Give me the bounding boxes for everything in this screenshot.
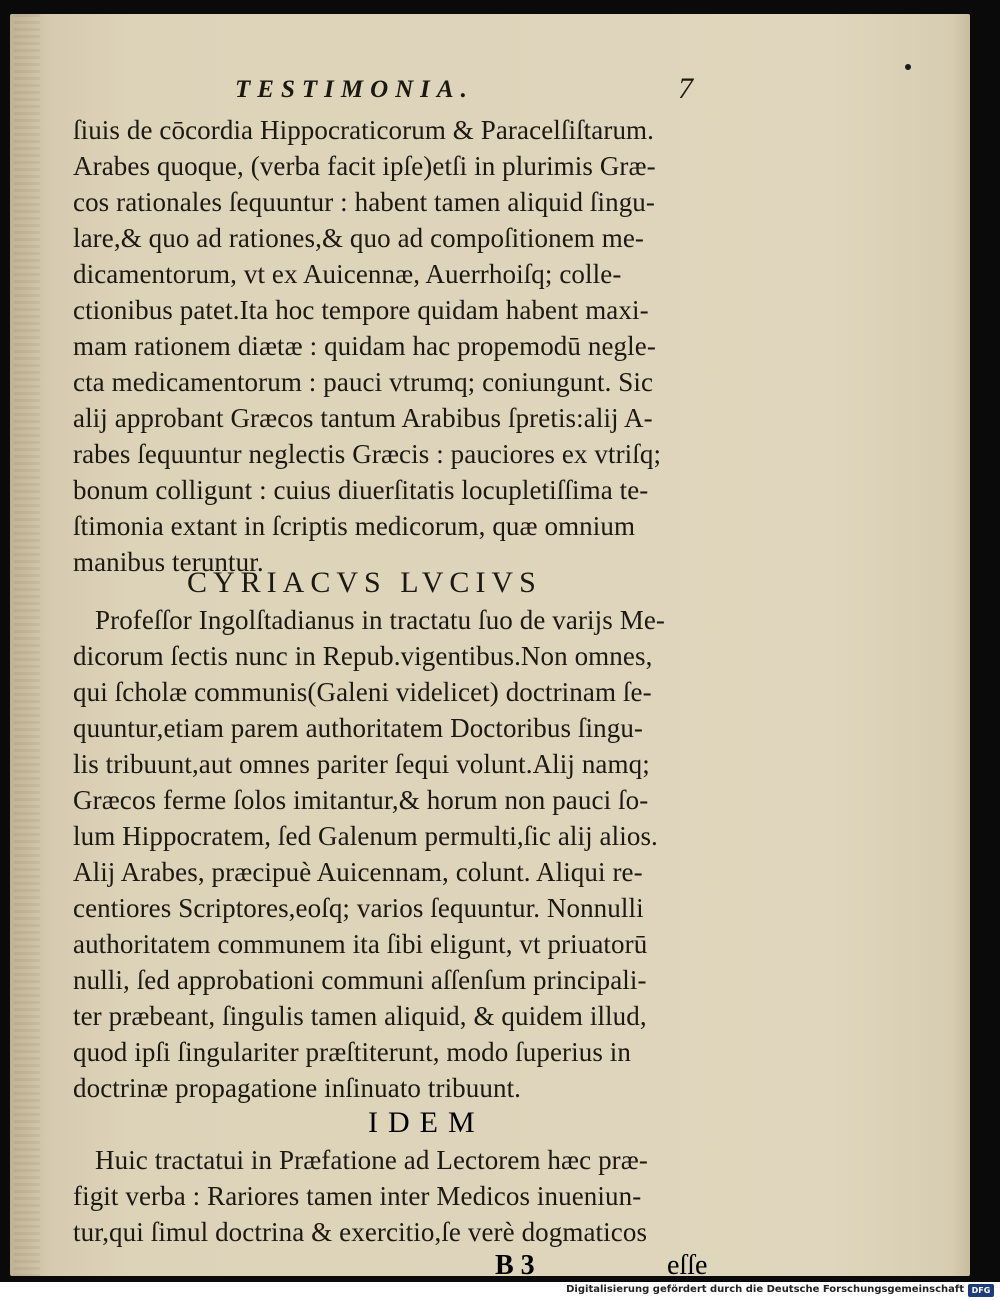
- dfg-logo-icon: DFG: [968, 1284, 994, 1297]
- footer-bar: [0, 1282, 1000, 1300]
- text-line: Alij Arabes, præcipuè Auicennam, colunt. Aliqui re-: [73, 857, 643, 887]
- text-line: ſiuis de cōcordia Hippocraticorum & Paracelſiſtarum.: [73, 115, 655, 145]
- text-line: lis tribuunt,aut omnes pariter ſequi volunt.Alij namq;: [73, 749, 650, 779]
- text-line: rabes ſequuntur neglectis Græcis : pauciores ex vtriſq;: [73, 439, 662, 469]
- running-title: TESTIMONIA.: [235, 76, 474, 103]
- text-line: ſtimonia extant in ſcriptis medicorum, quæ omnium: [73, 511, 636, 541]
- text-line: cos rationales ſequuntur : habent tamen aliquid ſingu-: [73, 187, 655, 217]
- text-line: bonum colligunt : cuius diuerſitatis locupletiſſima te-: [73, 475, 649, 505]
- text-line: lum Hippocratem, ſed Galenum permulti,ſic alij alios.: [73, 821, 658, 851]
- text-line: centiores Scriptores,eoſq; varios ſequuntur. Nonnulli: [73, 893, 644, 923]
- footer-credit: Digitalisierung gefördert durch die Deutsche Forschungsgemeinschaft: [566, 1284, 964, 1295]
- text-line: ctionibus patet.Ita hoc tempore quidam habent maxi-: [73, 295, 649, 325]
- text-line: nulli, ſed approbationi communi aſſenſum principali-: [73, 965, 647, 995]
- body-text: [10, 14, 970, 1276]
- text-line: Profeſſor Ingolſtadianus in tractatu ſuo de varijs Me-: [95, 605, 666, 635]
- text-line: dicamentorum, vt ex Auicennæ, Auerrhoiſq; colle-: [73, 259, 622, 289]
- text-line: lare,& quo ad rationes,& quo ad compoſitionem me-: [73, 223, 645, 253]
- text-line: cta medicamentorum : pauci vtrumq; coniungunt. Sic: [73, 367, 654, 397]
- book-page: [10, 14, 970, 1281]
- page-number: 7: [678, 72, 693, 105]
- text-line: Arabes quoque, (verba facit ipſe)etſi in plurimis Græ-: [73, 151, 656, 181]
- text-line: alij approbant Græcos tantum Arabibus ſpretis:alij A-: [73, 403, 653, 433]
- text-line: mam rationem diætæ : quidam hac propemodū negle-: [73, 331, 656, 361]
- text-line: dicorum ſectis nunc in Repub.vigentibus.Non omnes,: [73, 641, 653, 671]
- text-line: doctrinæ propagatione inſinuato tribuunt.: [73, 1073, 522, 1103]
- text-line: ter præbeant, ſingulis tamen aliquid, & quidem illud,: [73, 1001, 647, 1031]
- text-line: authoritatem communem ita ſibi eligunt, vt priuatorū: [73, 929, 648, 959]
- signature-mark: B 3: [495, 1250, 535, 1281]
- catchword: eſſe: [667, 1250, 708, 1281]
- text-line: figit verba : Rariores tamen inter Medicos inueniun-: [73, 1181, 642, 1211]
- section-heading: IDEM: [368, 1106, 485, 1139]
- text-line: Græcos ferme ſolos imitantur,& horum non pauci ſo-: [73, 785, 649, 815]
- text-line: quod ipſi ſingulariter præſtiterunt, modo ſuperius in: [73, 1037, 631, 1067]
- text-line: tur,qui ſimul doctrina & exercitio,ſe verè dogmaticos: [73, 1217, 648, 1247]
- text-line: Huic tractatui in Præfatione ad Lectorem hæc præ-: [95, 1145, 648, 1175]
- text-line: quuntur,etiam parem authoritatem Doctoribus ſingu-: [73, 713, 644, 743]
- text-line: manibus teruntur.: [73, 547, 264, 577]
- text-line: qui ſcholæ communis(Galeni videlicet) doctrinam ſe-: [73, 677, 652, 707]
- section-heading: CYRIACVS LVCIVS: [187, 566, 542, 599]
